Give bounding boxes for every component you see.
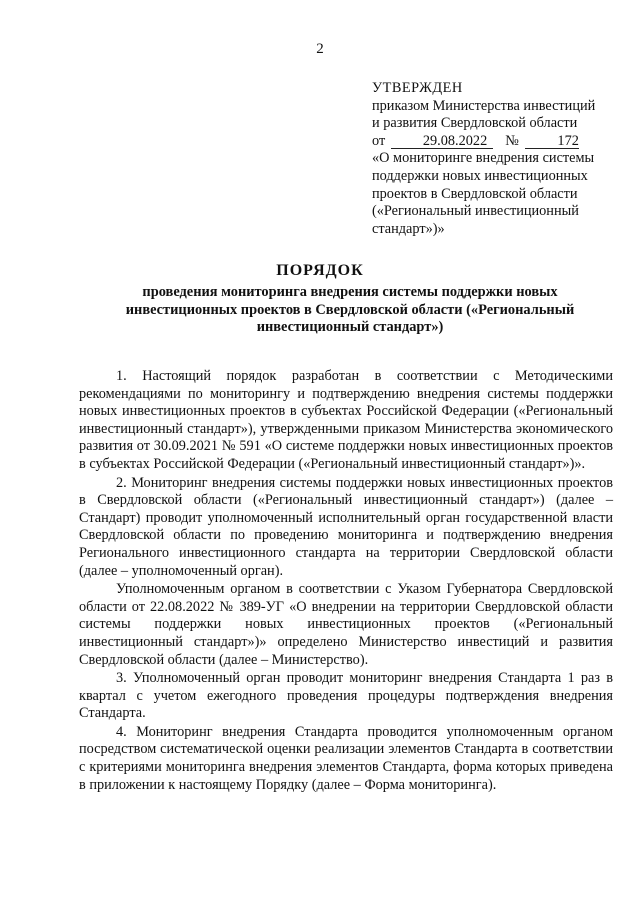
paragraph-4: 4. Мониторинг внедрения Стандарта проводится уполномоченным органом посредством систематической оценки реализации элементов Стандарта в соответствии с критериями мониторинга внедрения элементов Стандарта, форма которых приведена в приложении к настоящему Порядку (далее – Форма мониторинга). [79,723,613,793]
document-title: ПОРЯДОК [276,262,364,279]
number-prefix: № [505,132,519,149]
paragraph-1: 1. Настоящий порядок разработан в соответствии с Методическими рекомендациями по мониторингу и подтверждению внедрения системы поддержки новых инвестиционных проектов в субъектах Российской Федерации («Региональный инвестиционный стандарт»), утвержденными приказом Министерства экономического развития от 30.09.2021 № 591 «О системе поддержки новых инвестиционных проектов в субъектах Российской Федерации («Региональный инвестиционный стандарт»)». [79,368,613,472]
document-body [79,368,613,795]
page-number: 2 [316,41,324,57]
order-title-line-2: поддержки новых инвестиционных [372,167,588,184]
order-title-line-5: стандарт»)» [372,220,445,237]
order-title-line-1: «О мониторинге внедрения системы [372,150,595,167]
order-date: 29.08.2022 [391,135,493,149]
date-prefix: от [372,132,386,149]
approval-line-1: приказом Министерства инвестиций [372,97,596,114]
paragraph-2: 2. Мониторинг внедрения системы поддержки новых инвестиционных проектов в Свердловской области («Региональный инвестиционный стандарт») (далее – Стандарт) проводит уполномоченный исполнительный орган государственной власти Свердловской области по проведению мониторинга и подтверждению внедрения Регионального инвестиционного стандарта на территории Свердловской области (далее – уполномоченный орган). [79,474,613,579]
approval-date-line [372,133,622,151]
order-title-line-4: («Региональный инвестиционный [372,203,579,220]
paragraph-2-continued: Уполномоченным органом в соответствии с Указом Губернатора Свердловской области от 22.08.2022 № 389-УГ «О внедрении на территории Свердловской области системы поддержки новых инвестиционных проектов («Региональный инвестиционный стандарт»)» определено Министерство инвестиций и развития Свердловской области (далее – Министерство). [79,581,613,668]
approval-stamp [372,80,622,238]
document-subtitle: проведения мониторинга внедрения системы поддержки новых инвестиционных проектов в Свердловской области («Региональный инвестиционный стандарт») [125,284,575,335]
paragraph-3: 3. Уполномоченный орган проводит мониторинг внедрения Стандарта 1 раз в квартал с учетом ежегодного проведения процедуры подтверждения внедрения Стандарта. [79,670,613,722]
order-number: 172 [525,135,579,149]
approval-line-2: и развития Свердловской области [372,115,578,132]
order-title-line-3: проектов в Свердловской области [372,185,578,202]
approval-heading: УТВЕРЖДЕН [372,80,463,96]
